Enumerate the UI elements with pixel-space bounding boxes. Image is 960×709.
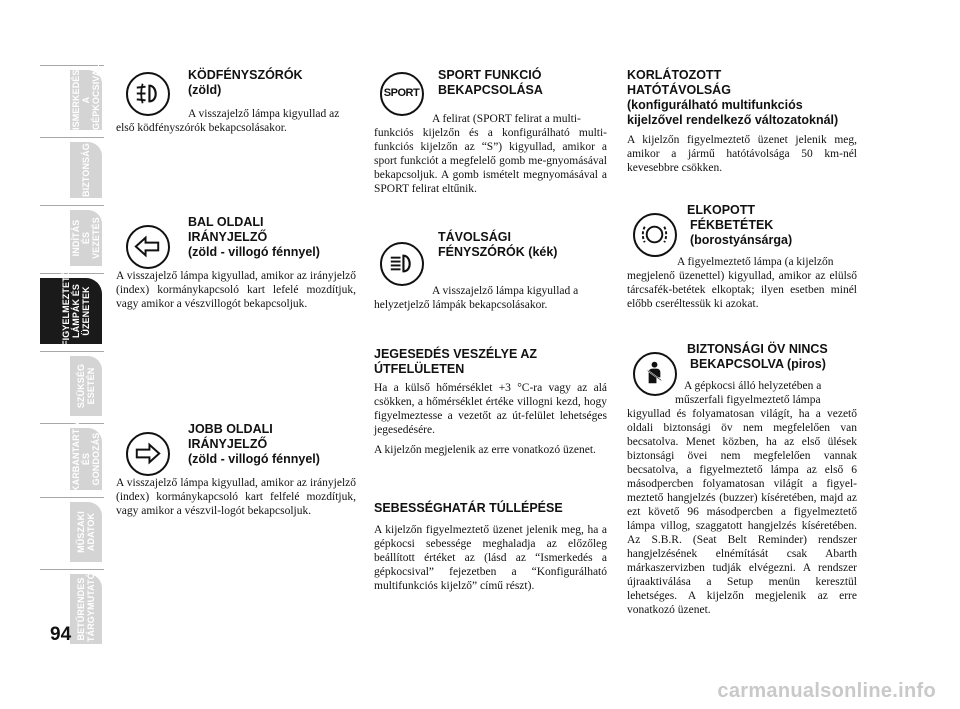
tab-ismerkedes[interactable] — [40, 65, 104, 136]
left-title: BAL OLDALI — [188, 215, 264, 229]
brake-body: megjelenő üzenettel) kigyullad, amikor az elülső tárcsafék-betétek elkoptak; ilyen esetben minél előbb cseréltessük ki azokat. — [627, 270, 857, 310]
tab-label: ISMERKEDÉS A GÉPKOCSIVAL — [71, 64, 101, 130]
tab-figyelmezteto[interactable] — [40, 269, 104, 350]
sport-title-2: BEKAPCSOLÁSA — [438, 83, 543, 97]
sport-badge-icon — [380, 72, 424, 116]
tab-label: SZÜKSÉG ESETÉN — [76, 363, 96, 409]
range-title-3: (konfigurálható multifunkciós — [627, 98, 803, 112]
left-subtitle: (zöld - villogó fénnyel) — [188, 245, 320, 259]
range-title-4: kijelzővel rendelkező változatoknál) — [627, 113, 839, 127]
right-indicator-section — [116, 422, 356, 518]
tab-label: INDÍTÁS ÉS VEZETÉS — [71, 217, 101, 259]
high-beam-body: helyzetjelző lámpák bekapcsolásakor. — [374, 299, 548, 311]
high-beam-body-indent: A visszajelző lámpa kigyullad a — [432, 285, 579, 297]
ice-body-1: Ha a külső hőmérséklet +3 °C-ra vagy az alá csökken, a hőmérséklet értéke villogni kezd, hogy figyelmeztesse a vezetőt az út-felület lehetséges jegesedésére. — [374, 382, 607, 436]
tab-biztonsag[interactable] — [40, 137, 104, 204]
seatbelt-title: BIZTONSÁGI ÖV NINCS — [687, 342, 828, 356]
seatbelt-body-indent-2: műszerfali figyelmeztető lámpa — [675, 394, 821, 406]
tab-label: KARBANTARTÁS ÉS GONDOZÁS — [71, 415, 101, 492]
range-section — [627, 68, 857, 175]
fog-subtitle: (zöld) — [188, 83, 222, 97]
speed-body: A kijelzőn figyelmeztető üzenet jelenik meg, ha a gépkocsi sebessége meghaladja az előzőleg beállított értéket az (lásd az “Ismerkedés a gépkocsival” fejezetben a “Konfigurálható multifunkciós kijelző” című részt). — [374, 524, 607, 592]
seatbelt-section — [627, 342, 857, 617]
right-title: JOBB OLDALI — [188, 422, 273, 436]
seatbelt-subtitle: BEKAPCSOLVA (piros) — [690, 357, 826, 371]
tab-karbantartas[interactable] — [40, 415, 104, 496]
ice-title-2: ÚTFELÜLETEN — [374, 362, 465, 376]
high-beam-title: TÁVOLSÁGI — [438, 230, 511, 244]
page-number: 94 — [50, 624, 72, 645]
column-3 — [627, 60, 857, 616]
left-body: A visszajelző lámpa kigyullad, amikor az irányjelző (index) kormánykapcsoló kart lefelé mozdítjuk, vagy amikor a vészvillogót bekapcsoljuk. — [116, 270, 356, 310]
tab-label: FIGYELMEZTETŐ LÁMPÁK ÉS ÜZENETEK — [61, 269, 91, 346]
ice-section — [374, 347, 607, 457]
right-body: A visszajelző lámpa kigyullad, amikor az irányjelző (index) kormánykapcsoló kart felfelé mozdítjuk, vagy amikor a vészvil-logót bekapcsoljuk. — [116, 477, 356, 517]
sport-body: funkciós kijelzőn és a konfigurálható multi-funkciós kijelzőn az “S”) kigyullad, amikor a sport funkciót a megfelelő gomb me-gnyomásával bekapcsoljuk. A gomb ismételt megnyomásával a SPORT felirat eltűnik. — [374, 127, 607, 195]
column-2 — [374, 60, 607, 592]
tab-label: BIZTONSÁG — [81, 143, 91, 197]
speed-section — [374, 501, 607, 593]
ice-body-2: A kijelzőn megjelenik az erre vonatkozó üzenet. — [374, 444, 596, 456]
left-indicator-section — [116, 215, 356, 311]
speed-title: SEBESSÉGHATÁR TÚLLÉPÉSE — [374, 501, 563, 515]
left-title-2: IRÁNYJELZŐ — [188, 230, 268, 244]
high-beam-icon — [380, 242, 424, 286]
fog-title: KÖDFÉNYSZÓRÓK — [188, 68, 303, 82]
brake-pad-wear-icon — [633, 213, 677, 257]
seatbelt-body: kigyullad és folyamatosan világít, ha a vezető oldali biztonsági öv nem megfelelően van becsatolva. Menet közben, ha az első ülések biztonsági övei nem megfelelően vannak becsatolva, a figyelmeztető lámpa az első 6 másodpercben folyamatosan világít a figyel-meztető hangjelzés (buzzer) kíséretében, majd az ezt követő 96 másodpercben a figyelmeztető lámpa villog, szaggatott hangjelzés kíséretében. Az S.B.R. (Seat Belt Reminder) rendszer hangjelzésének elnémítását csak Abarth márkaszervizben tudják elvégezni. A rendszer újraaktiválása a Setup menün keresztül lehetséges. A kijelzőn megjelenik az erre vonatkozó üzenet. — [627, 408, 857, 616]
fog-body-indent: A visszajelző lámpa kigyullad az — [188, 108, 340, 120]
tab-inditas[interactable] — [40, 205, 104, 272]
right-arrow-indicator-icon — [126, 432, 170, 476]
ice-title: JEGESEDÉS VESZÉLYE AZ — [374, 347, 538, 361]
column-1 — [116, 60, 356, 517]
sport-body-indent: A felirat (SPORT felirat a multi- — [432, 113, 581, 125]
brake-title-2: FÉKBETÉTEK — [690, 218, 774, 232]
brake-body-indent: A figyelmeztető lámpa (a kijelzőn — [677, 256, 834, 268]
fog-body: első ködfényszórók bekapcsolásakor. — [116, 122, 287, 134]
high-beam-section — [374, 230, 607, 312]
brake-section — [627, 203, 857, 311]
seat-belt-icon — [633, 352, 677, 396]
seatbelt-body-indent-1: A gépkocsi álló helyzetében a — [684, 380, 822, 392]
brake-title: ELKOPOTT — [687, 203, 756, 217]
left-arrow-indicator-icon — [126, 225, 170, 269]
brake-subtitle: (borostyánsárga) — [690, 233, 793, 247]
range-title: KORLÁTOZOTT — [627, 68, 722, 82]
tab-label: MŰSZAKI ADATOK — [76, 511, 97, 553]
range-title-2: HATÓTÁVOLSÁG — [627, 83, 731, 97]
high-beam-title-2: FÉNYSZÓRÓK (kék) — [438, 245, 558, 259]
front-fog-lamp-icon — [126, 72, 170, 116]
tab-muszaki[interactable] — [40, 497, 104, 568]
sport-icon-text: SPORT — [383, 87, 420, 99]
range-body: A kijelzőn figyelmeztető üzenet jelenik meg, amikor a jármű hatótávolsága 50 km-nél kevesebbre csökken. — [627, 134, 857, 174]
tab-label: BETŰRENDES TÁRGYMUTATÓ — [76, 572, 96, 642]
right-title-2: IRÁNYJELZŐ — [188, 437, 268, 451]
watermark: carmanualsonline.info — [717, 680, 936, 702]
sport-title: SPORT FUNKCIÓ — [438, 68, 542, 82]
tab-szukseg[interactable] — [40, 351, 104, 422]
right-subtitle: (zöld - villogó fénnyel) — [188, 452, 320, 466]
